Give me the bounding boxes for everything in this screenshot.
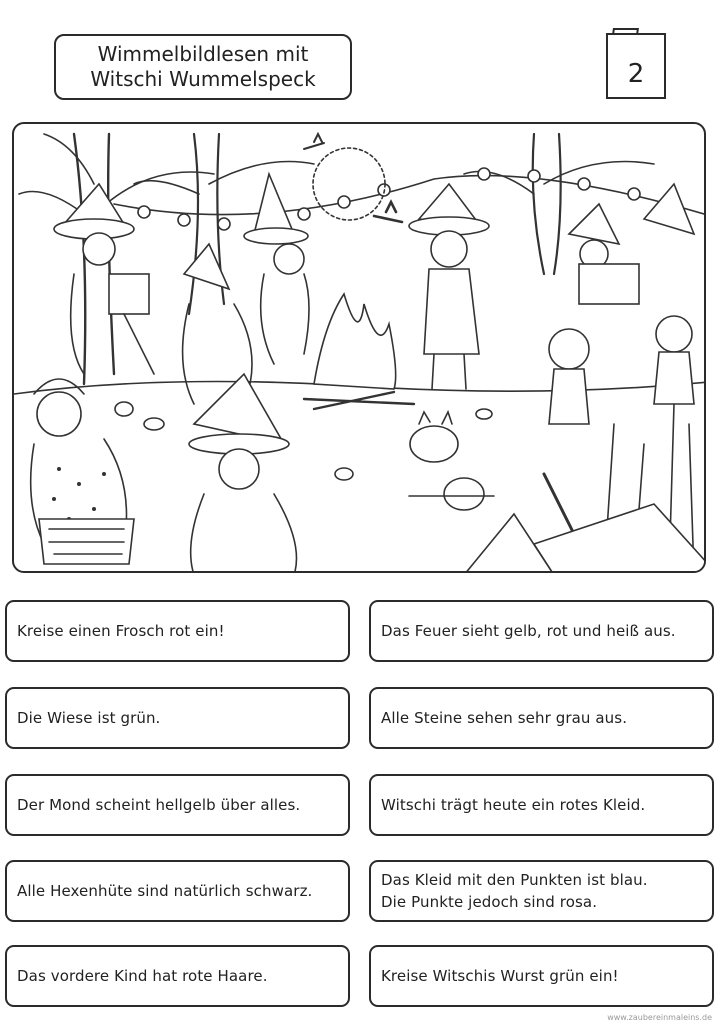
statement-card-9 xyxy=(5,945,350,1007)
page-number-box xyxy=(606,33,666,99)
statement-text: Kreise Witschis Wurst grün ein! xyxy=(381,967,619,985)
title-line-2: Witschi Wummelspeck xyxy=(90,67,316,91)
statement-card-6 xyxy=(369,774,714,836)
statement-card-10 xyxy=(369,945,714,1007)
witch-party-illustration xyxy=(12,122,706,573)
statement-text: Die Wiese ist grün. xyxy=(17,709,161,727)
statement-card-2 xyxy=(369,600,714,662)
statement-text-line-1: Das Kleid mit den Punkten ist blau. xyxy=(381,871,648,889)
statement-text: Der Mond scheint hellgelb über alles. xyxy=(17,796,301,814)
worksheet-title xyxy=(54,34,352,100)
statement-card-7 xyxy=(5,860,350,922)
source-watermark: www.zaubereinmaleins.de xyxy=(607,1013,712,1022)
statement-text: Kreise einen Frosch rot ein! xyxy=(17,622,225,640)
statement-text: Witschi trägt heute ein rotes Kleid. xyxy=(381,796,646,814)
statement-text: Alle Steine sehen sehr grau aus. xyxy=(381,709,628,727)
illustration-drawing xyxy=(14,124,706,573)
statement-card-4 xyxy=(369,687,714,749)
statement-text-line-2: Die Punkte jedoch sind rosa. xyxy=(381,893,598,911)
page-number: 2 xyxy=(627,59,645,89)
statement-card-3 xyxy=(5,687,350,749)
statement-card-1 xyxy=(5,600,350,662)
statement-text: Alle Hexenhüte sind natürlich schwarz. xyxy=(17,882,313,900)
statement-text: Das vordere Kind hat rote Haare. xyxy=(17,967,268,985)
statement-card-5 xyxy=(5,774,350,836)
statement-card-8 xyxy=(369,860,714,922)
statement-text: Das Feuer sieht gelb, rot und heiß aus. xyxy=(381,622,676,640)
title-line-1: Wimmelbildlesen mit xyxy=(97,42,309,66)
